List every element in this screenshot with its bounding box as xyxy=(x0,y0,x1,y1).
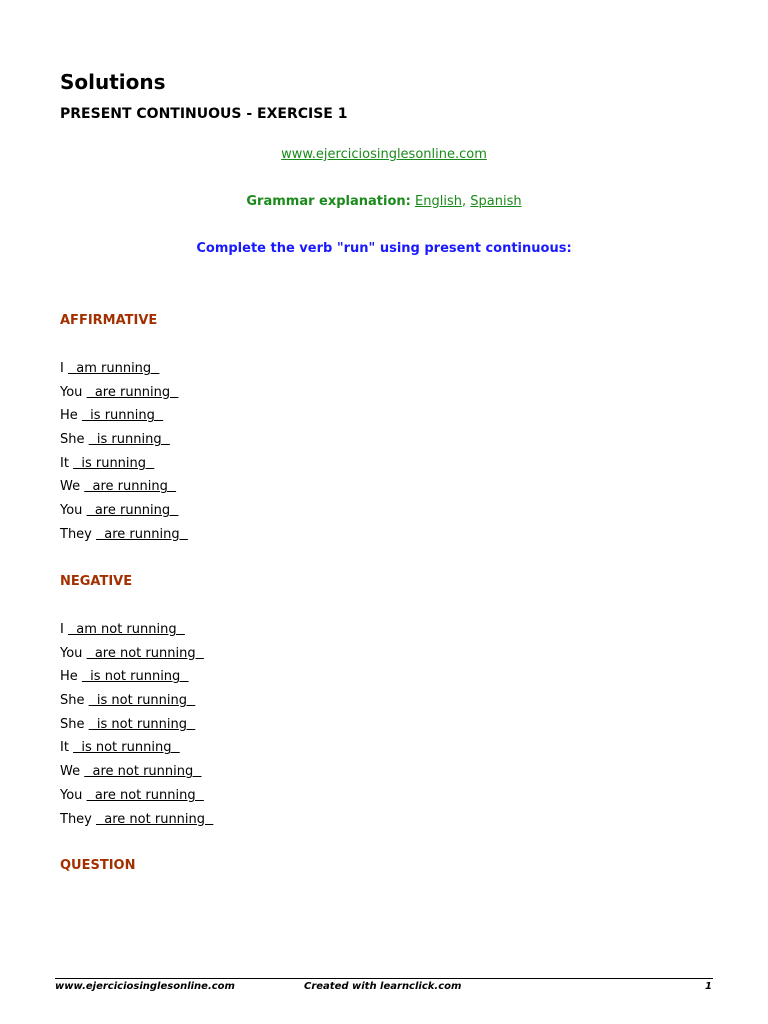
exercise-instruction: Complete the verb "run" using present continuous: xyxy=(196,241,572,256)
answer: am running xyxy=(67,361,160,376)
question-heading: QUESTION xyxy=(60,858,136,873)
list-item xyxy=(60,692,213,716)
answer: are not running xyxy=(86,645,204,661)
answer: are not running xyxy=(96,811,214,827)
page-title: Solutions xyxy=(60,70,166,94)
list-item xyxy=(60,645,213,669)
list-item xyxy=(60,668,213,692)
answer: are not running xyxy=(84,764,202,780)
answer: are running xyxy=(86,503,179,519)
negative-heading: NEGATIVE xyxy=(60,574,133,589)
subject: He xyxy=(60,669,78,685)
list-item xyxy=(60,360,188,384)
list-item xyxy=(60,407,188,431)
subject: You xyxy=(60,384,83,400)
answer: is running xyxy=(73,455,155,471)
list-item xyxy=(60,716,213,740)
subject: We xyxy=(60,764,81,780)
answer: are running xyxy=(84,479,177,495)
list-item xyxy=(60,526,188,550)
subject: I xyxy=(60,361,64,376)
subject: You xyxy=(60,503,83,519)
subject: They xyxy=(60,811,92,827)
spanish-link[interactable]: Spanish xyxy=(470,194,522,209)
list-item xyxy=(60,739,213,763)
list-item xyxy=(60,478,188,502)
subject: They xyxy=(60,526,92,542)
grammar-explanation-line xyxy=(0,193,768,210)
list-item xyxy=(60,455,188,479)
footer-divider xyxy=(55,978,713,979)
subject: We xyxy=(60,479,81,495)
list-item xyxy=(60,431,188,455)
subject: It xyxy=(60,455,69,471)
list-item xyxy=(60,384,188,408)
footer-credit: Created with learnclick.com xyxy=(304,981,462,992)
answer: is running xyxy=(81,408,164,424)
site-link[interactable]: www.ejerciciosinglesonline.com xyxy=(281,147,487,162)
answer: are running xyxy=(96,526,188,542)
subject: She xyxy=(60,716,85,732)
subject: It xyxy=(60,740,69,756)
answer: is not running xyxy=(73,740,180,756)
subject: You xyxy=(60,787,83,803)
answer: am not running xyxy=(67,622,185,637)
page-subtitle: PRESENT CONTINUOUS - EXERCISE 1 xyxy=(60,106,348,122)
subject: I xyxy=(60,622,64,637)
answer: are not running xyxy=(86,787,204,803)
answer: is not running xyxy=(88,716,196,732)
subject: She xyxy=(60,693,85,709)
list-item xyxy=(60,811,213,835)
grammar-explanation-label: Grammar explanation: xyxy=(246,194,411,209)
footer-site: www.ejerciciosinglesonline.com xyxy=(55,981,235,992)
list-item xyxy=(60,763,213,787)
subject: He xyxy=(60,408,78,424)
answer: is running xyxy=(88,432,170,448)
link-separator: , xyxy=(461,194,467,209)
answer: are running xyxy=(86,384,179,400)
subject: You xyxy=(60,645,83,661)
negative-list xyxy=(60,621,213,834)
list-item xyxy=(60,621,213,645)
list-item xyxy=(60,502,188,526)
english-link[interactable]: English xyxy=(415,194,462,209)
subject: She xyxy=(60,432,85,448)
page-number: 1 xyxy=(705,981,712,992)
answer: is not running xyxy=(81,669,189,685)
answer: is not running xyxy=(88,693,196,709)
list-item xyxy=(60,787,213,811)
affirmative-heading: AFFIRMATIVE xyxy=(60,313,158,328)
affirmative-list xyxy=(60,360,188,550)
